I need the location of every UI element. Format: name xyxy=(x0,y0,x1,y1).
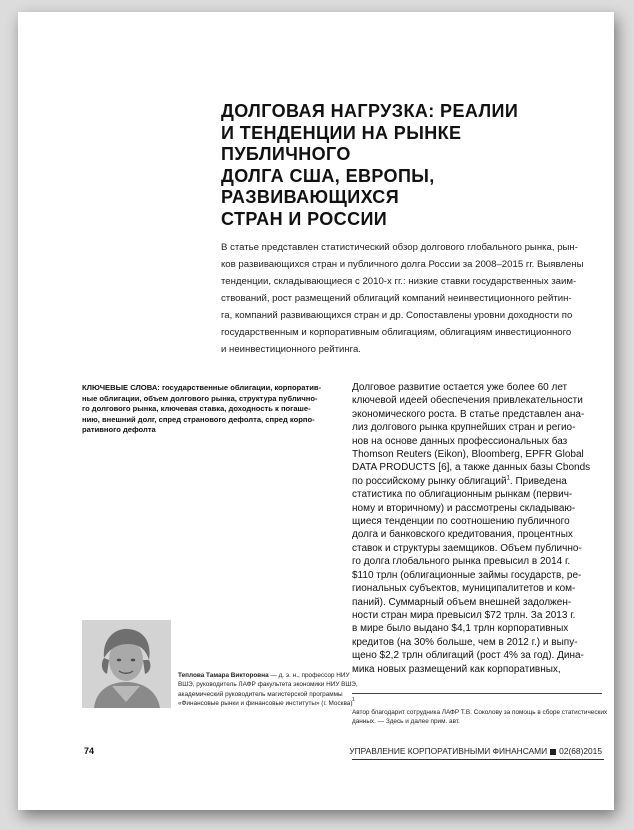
body-line: паний). Суммарный объем внешней задолжен- xyxy=(352,596,572,608)
abstract-line: и неинвестиционного рейтинга. xyxy=(221,344,361,355)
abstract-line: государственным и корпоративным облигациям, облигациям инвестиционного xyxy=(221,327,572,338)
author-name: Теплова Тамара Викторовна xyxy=(178,672,269,679)
body-line: Thomson Reuters (Eikon), Bloomberg, EPFR Global xyxy=(352,449,584,461)
footer-divider xyxy=(352,759,604,760)
body-line: ности стран мира превысил $72 трлн. За 2013 г. xyxy=(352,609,576,621)
keywords-line: го долгового рынка, ключевая ставка, доходность к погаше- xyxy=(82,404,311,414)
article-abstract xyxy=(221,239,603,358)
journal-name: УПРАВЛЕНИЕ КОРПОРАТИВНЫМИ ФИНАНСАМИ xyxy=(349,746,548,756)
body-line: нов на основе данных профессиональных баз xyxy=(352,435,568,447)
body-line: гиональных субъектов, муниципалитетов и ком- xyxy=(352,583,576,595)
body-line: ключевой идеей обеспечения привлекательности xyxy=(352,395,583,407)
page-number: 74 xyxy=(84,746,95,756)
body-line: лиз долгового рынка крупнейших стран и регио- xyxy=(352,422,576,434)
body-line: $110 трлн (облигационные займы государств, ре- xyxy=(352,569,582,581)
journal-page xyxy=(18,12,614,810)
footnote-text: Автор благодарит сотрудника ЛАФР Т.В. Соколову за помощь в сборе статистических xyxy=(352,708,608,716)
body-line-with-ref xyxy=(352,475,602,488)
body-line: щено $2,2 трлн облигаций (рост 4% за год). Дина- xyxy=(352,650,584,662)
article-title xyxy=(221,101,581,230)
body-line-tail: . Приведена xyxy=(509,475,567,487)
abstract-line: тенденции, складывающиеся с 2010-х гг.: низкие ставки государственных заим- xyxy=(221,276,577,287)
body-line: кредитов (на 30% больше, чем в 2012 г.) и выпу- xyxy=(352,636,578,648)
footnote-marker: 1 xyxy=(352,696,355,703)
footnote xyxy=(352,696,608,727)
keywords-line: ные облигации, объем долгового рынка, структура публично- xyxy=(82,393,318,403)
keywords-line: нию, внешний долг, спред странового дефолта, спред корпо- xyxy=(82,414,315,424)
title-line: ДОЛГА США, ЕВРОПЫ, РАЗВИВАЮЩИХСЯ xyxy=(221,165,435,207)
author-portrait-image xyxy=(82,620,171,708)
footnote-divider xyxy=(352,693,602,694)
keywords-block xyxy=(82,383,336,436)
keywords-line: КЛЮЧЕВЫЕ СЛОВА: государственные облигации, корпоратив- xyxy=(82,383,322,392)
body-line: DATA PRODUCTS [6], а также данных базы Cbonds xyxy=(352,462,591,474)
body-line: мика новых размещений как корпоративных, xyxy=(352,663,561,675)
body-line: экономического роста. В статье представлен ана- xyxy=(352,408,585,420)
author-bio xyxy=(178,671,358,709)
author-bio-line: ВШЭ, руководитель ЛАФР факультета экономики НИУ ВШЭ, xyxy=(178,681,358,689)
author-first-line xyxy=(178,671,348,680)
author-bio-line: академический руководитель магистерской программы xyxy=(178,690,343,698)
body-line: в мире было выдано $4,1 трлн корпоративных xyxy=(352,623,569,635)
footnote-ref[interactable]: 1 xyxy=(506,475,510,482)
body-line: по российскому рынку облигаций xyxy=(352,475,507,487)
body-line: Долговое развитие остается уже более 60 лет xyxy=(352,382,568,393)
abstract-line: ков развивающихся стран и публичного долга России за 2008–2015 гг. Выявлены xyxy=(221,259,584,270)
abstract-line: ствований, рост размещений облигаций компаний неинвестиционного рейтин- xyxy=(221,293,572,304)
footnote-marker-wrap xyxy=(352,698,364,708)
author-bio-line: «Финансовые рынки и финансовые институты» (г. Москва) xyxy=(178,700,353,708)
keywords-line: ративного дефолта xyxy=(82,425,156,435)
body-line: долга и банковского кредитования, процентных xyxy=(352,529,573,541)
body-line: статистика по облигационным рынкам (первич- xyxy=(352,489,573,501)
square-bullet-icon xyxy=(550,749,556,755)
body-line: го долга глобального рынка превысил в 2014 г. xyxy=(352,556,571,568)
author-photo xyxy=(82,620,171,708)
body-line: ному и вторичному) и рассмотрены складываю- xyxy=(352,502,576,514)
journal-issue: 02(68)2015 xyxy=(559,746,602,756)
title-line: СТРАН И РОССИИ xyxy=(221,208,388,229)
title-line: И ТЕНДЕНЦИИ НА РЫНКЕ ПУБЛИЧНОГО xyxy=(221,122,462,164)
abstract-line: га, компаний развивающихся стран и др. Сопоставлены уровни доходности по xyxy=(221,310,573,321)
abstract-line: В статье представлен статистический обзор долгового глобального рынка, рын- xyxy=(221,242,578,253)
footnote-line xyxy=(352,696,608,717)
body-line: щиеся тенденции по соотношению публичного xyxy=(352,516,570,528)
journal-footer xyxy=(349,746,602,756)
footnote-line: данных. — Здесь и далее прим. авт. xyxy=(352,718,460,726)
body-line: ставок и структуры заемщиков. Объем публично- xyxy=(352,542,582,554)
title-line: ДОЛГОВАЯ НАГРУЗКА: РЕАЛИИ xyxy=(221,101,519,121)
author-title: — д. э. н., профессор НИУ xyxy=(268,672,350,679)
article-body xyxy=(352,381,602,676)
